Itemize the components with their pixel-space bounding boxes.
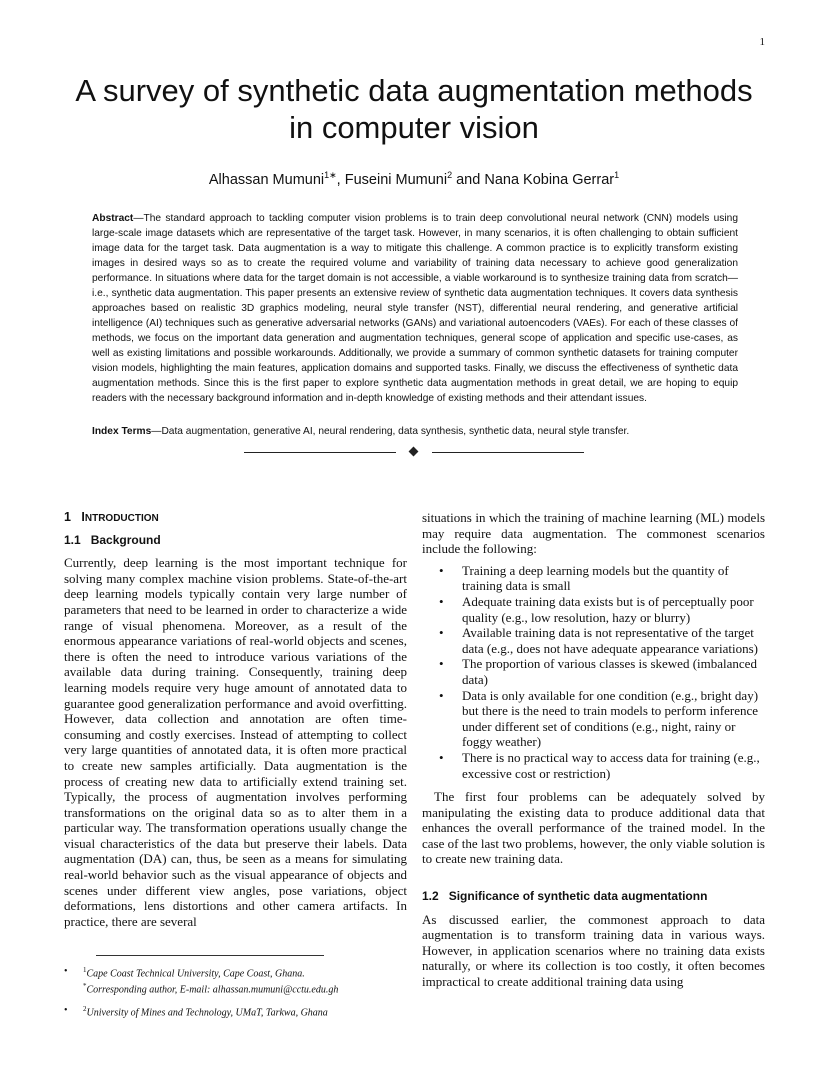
bullet-icon: • — [439, 562, 444, 578]
subsection-number: 1.2 — [422, 889, 439, 904]
bullet-icon: • — [439, 593, 444, 609]
footnote-bullet-icon: • — [64, 1004, 68, 1016]
footnote-mark: 1 — [83, 966, 87, 974]
footnote-mark: 2 — [83, 1004, 87, 1013]
section-number: 1 — [64, 510, 71, 524]
divider-line-left — [244, 452, 396, 453]
footnote-rule — [96, 955, 324, 956]
list-item — [422, 750, 765, 781]
index-terms-label: Index Terms — [92, 426, 152, 437]
page-number: 1 — [759, 36, 765, 48]
abstract-label: Abstract — [92, 213, 134, 224]
right-column — [422, 510, 765, 990]
footnote-affiliation-1 — [64, 964, 394, 997]
section-divider — [244, 444, 584, 460]
author-separator: and — [452, 171, 485, 188]
author-name: Fuseini Mumuni — [344, 171, 448, 188]
footnote-text: Corresponding author, E-mail: alhassan.mumuni@cctu.edu.gh — [86, 984, 339, 996]
list-item — [422, 688, 765, 750]
footnote-affiliation-2 — [64, 1003, 394, 1019]
scenario-list — [422, 563, 765, 781]
bullet-icon: • — [439, 656, 444, 672]
bullet-icon: • — [439, 625, 444, 641]
footnote-mark: * — [83, 982, 87, 991]
author-name: Alhassan Mumuni — [208, 171, 325, 188]
abstract — [92, 211, 738, 406]
author-separator: , — [336, 171, 345, 188]
divider-line-right — [432, 452, 584, 453]
subsection-title: Significance of synthetic data augmentationn — [448, 889, 708, 904]
footnote-text: University of Mines and Technology, UMaT, Tarkwa, Ghana — [86, 1006, 328, 1018]
subsection-heading — [422, 889, 765, 905]
footnotes — [64, 955, 394, 1019]
abstract-text: —The standard approach to tackling computer vision problems is to train deep convolutional neural network (CNN) models using large-scale image datasets which are representative of the target task. However, in many scenarios, it is often challenging to obtain sufficient image data for the target task. Data augmentation is a way to mitigate this challenge. A common practice is to explicitly transform existing images in desired ways so as to create the required volume and variability of training data necessary to achieve good generalization performance. In situations where data for the target domain is not accessible, a viable workaround is to synthesize training data from scratch—i.e., synthetic data augmentation. This paper presents an extensive review of synthetic data augmentation techniques. It covers data synthesis approaches based on realistic 3D graphics modeling, neural style transfer (NST), differential neural rendering, and generative artificial intelligence (AI) techniques such as generative adversarial networks (GANs) and variational autoencoders (VAEs). For each of these classes of methods, we focus on the important data generation and augmentation techniques, general scope of application and specific use-cases, as well as existing limitations and possible workarounds. Additionally, we provide a summary of common synthetic datasets for training computer vision models, highlighting the main features, application domains and supported tasks. Finally, we discuss the effectiveness of synthetic data augmentation methods. Since this is the first paper to explore synthetic data augmentation methods in great detail, we are hoping to equip readers with the necessary background information and in-depth knowledge of existing methods and their attendant issues. — [92, 213, 738, 404]
left-column — [64, 510, 407, 929]
body-paragraph: situations in which the training of machine learning (ML) models may require data augmentation. The commonest scenarios include the following: — [422, 510, 765, 557]
author-list — [60, 170, 768, 188]
body-paragraph: The first four problems can be adequately solved by manipulating the existing data to produce additional data that enhances the overall performance of the trained model. In the case of the last two problems, however, the only viable solution is to create new training data. — [422, 789, 765, 867]
list-item-text: There is no practical way to access data for training (e.g., excessive cost or restriction) — [462, 749, 760, 781]
list-item — [422, 563, 765, 594]
divider-diamond-icon — [409, 447, 419, 457]
author-name: Nana Kobina Gerrar — [484, 171, 615, 188]
footnote-bullet-icon: • — [64, 966, 68, 977]
subsection-title: Background — [90, 532, 161, 547]
list-item — [422, 625, 765, 656]
index-terms — [92, 424, 738, 439]
index-terms-text: —Data augmentation, generative AI, neural rendering, data synthesis, synthetic data, neural style transfer. — [151, 426, 630, 437]
list-item-text: Available training data is not representative of the target data (e.g., does not have adequate appearance variations) — [462, 625, 758, 656]
footnote-text: Cape Coast Technical University, Cape Coast, Ghana. — [86, 968, 305, 980]
list-item-text: Adequate training data exists but is of perceptually poor quality (e.g., low resolution, hazy or blurry) — [462, 593, 754, 625]
paper-title: A survey of synthetic data augmentation methods in computer vision — [75, 73, 753, 145]
section-title-initial: I — [81, 510, 85, 524]
subsection-number: 1.1 — [64, 532, 81, 547]
author-affiliation-mark: 1∗ — [324, 170, 337, 180]
author-affiliation-mark: 1 — [614, 170, 620, 180]
body-paragraph: As discussed earlier, the commonest approach to data augmentation is to transform training data in various ways. However, in application scenarios where no training data exists naturally, or where its collection is too costly, it often becomes impractical to create additional training data using — [422, 911, 765, 990]
section-title-rest: NTRODUCTION — [84, 513, 159, 524]
body-paragraph: Currently, deep learning is the most important technique for solving many complex machine vision problems. State-of-the-art deep learning models typically contain very large number of parameters that need to be learned in order to characterize a wide range of visual phenomena. Moreover, as a result of the enormous appearance variations of real-world objects and scenes, there is often the need to introduce various variations of the available data during training. Consequently, training deep learning models require very huge amount of annotated data to guarantee good generalization performance and avoid overfitting. However, data collection and annotation are often time-consuming and costly exercises. Instead of attempting to collect very large quantities of annotated data, it is often more practical to create new samples artificially. Data augmentation is the process of creating new data to artificially extend training set. Typically, the process of augmentation involves performing transformations on the original data so as to alter them in a particular way. The transformation operations usually change the visual characteristics of the data but preserve their labels. Data augmentation (DA) can, thus, be seen as a means for simulating real-world behavior such as the visual appearance of objects and scenes under different view angles, pose variations, object deformations, lens distortions and other camera artifacts. In practice, there are several — [64, 555, 407, 929]
list-item-text: Data is only available for one condition (e.g., bright day) but there is the need to train models to perform inference under different set of conditions (e.g., night, rainy or foggy weather) — [462, 687, 759, 750]
bullet-icon: • — [439, 749, 444, 765]
subsection-heading — [64, 533, 407, 549]
list-item — [422, 656, 765, 687]
section-heading — [64, 510, 407, 527]
author-affiliation-mark: 2 — [447, 170, 453, 180]
list-item-text: The proportion of various classes is skewed (imbalanced data) — [462, 656, 757, 687]
bullet-icon: • — [439, 687, 444, 703]
list-item-text: Training a deep learning models but the quantity of training data is small — [462, 562, 729, 594]
list-item — [422, 594, 765, 625]
